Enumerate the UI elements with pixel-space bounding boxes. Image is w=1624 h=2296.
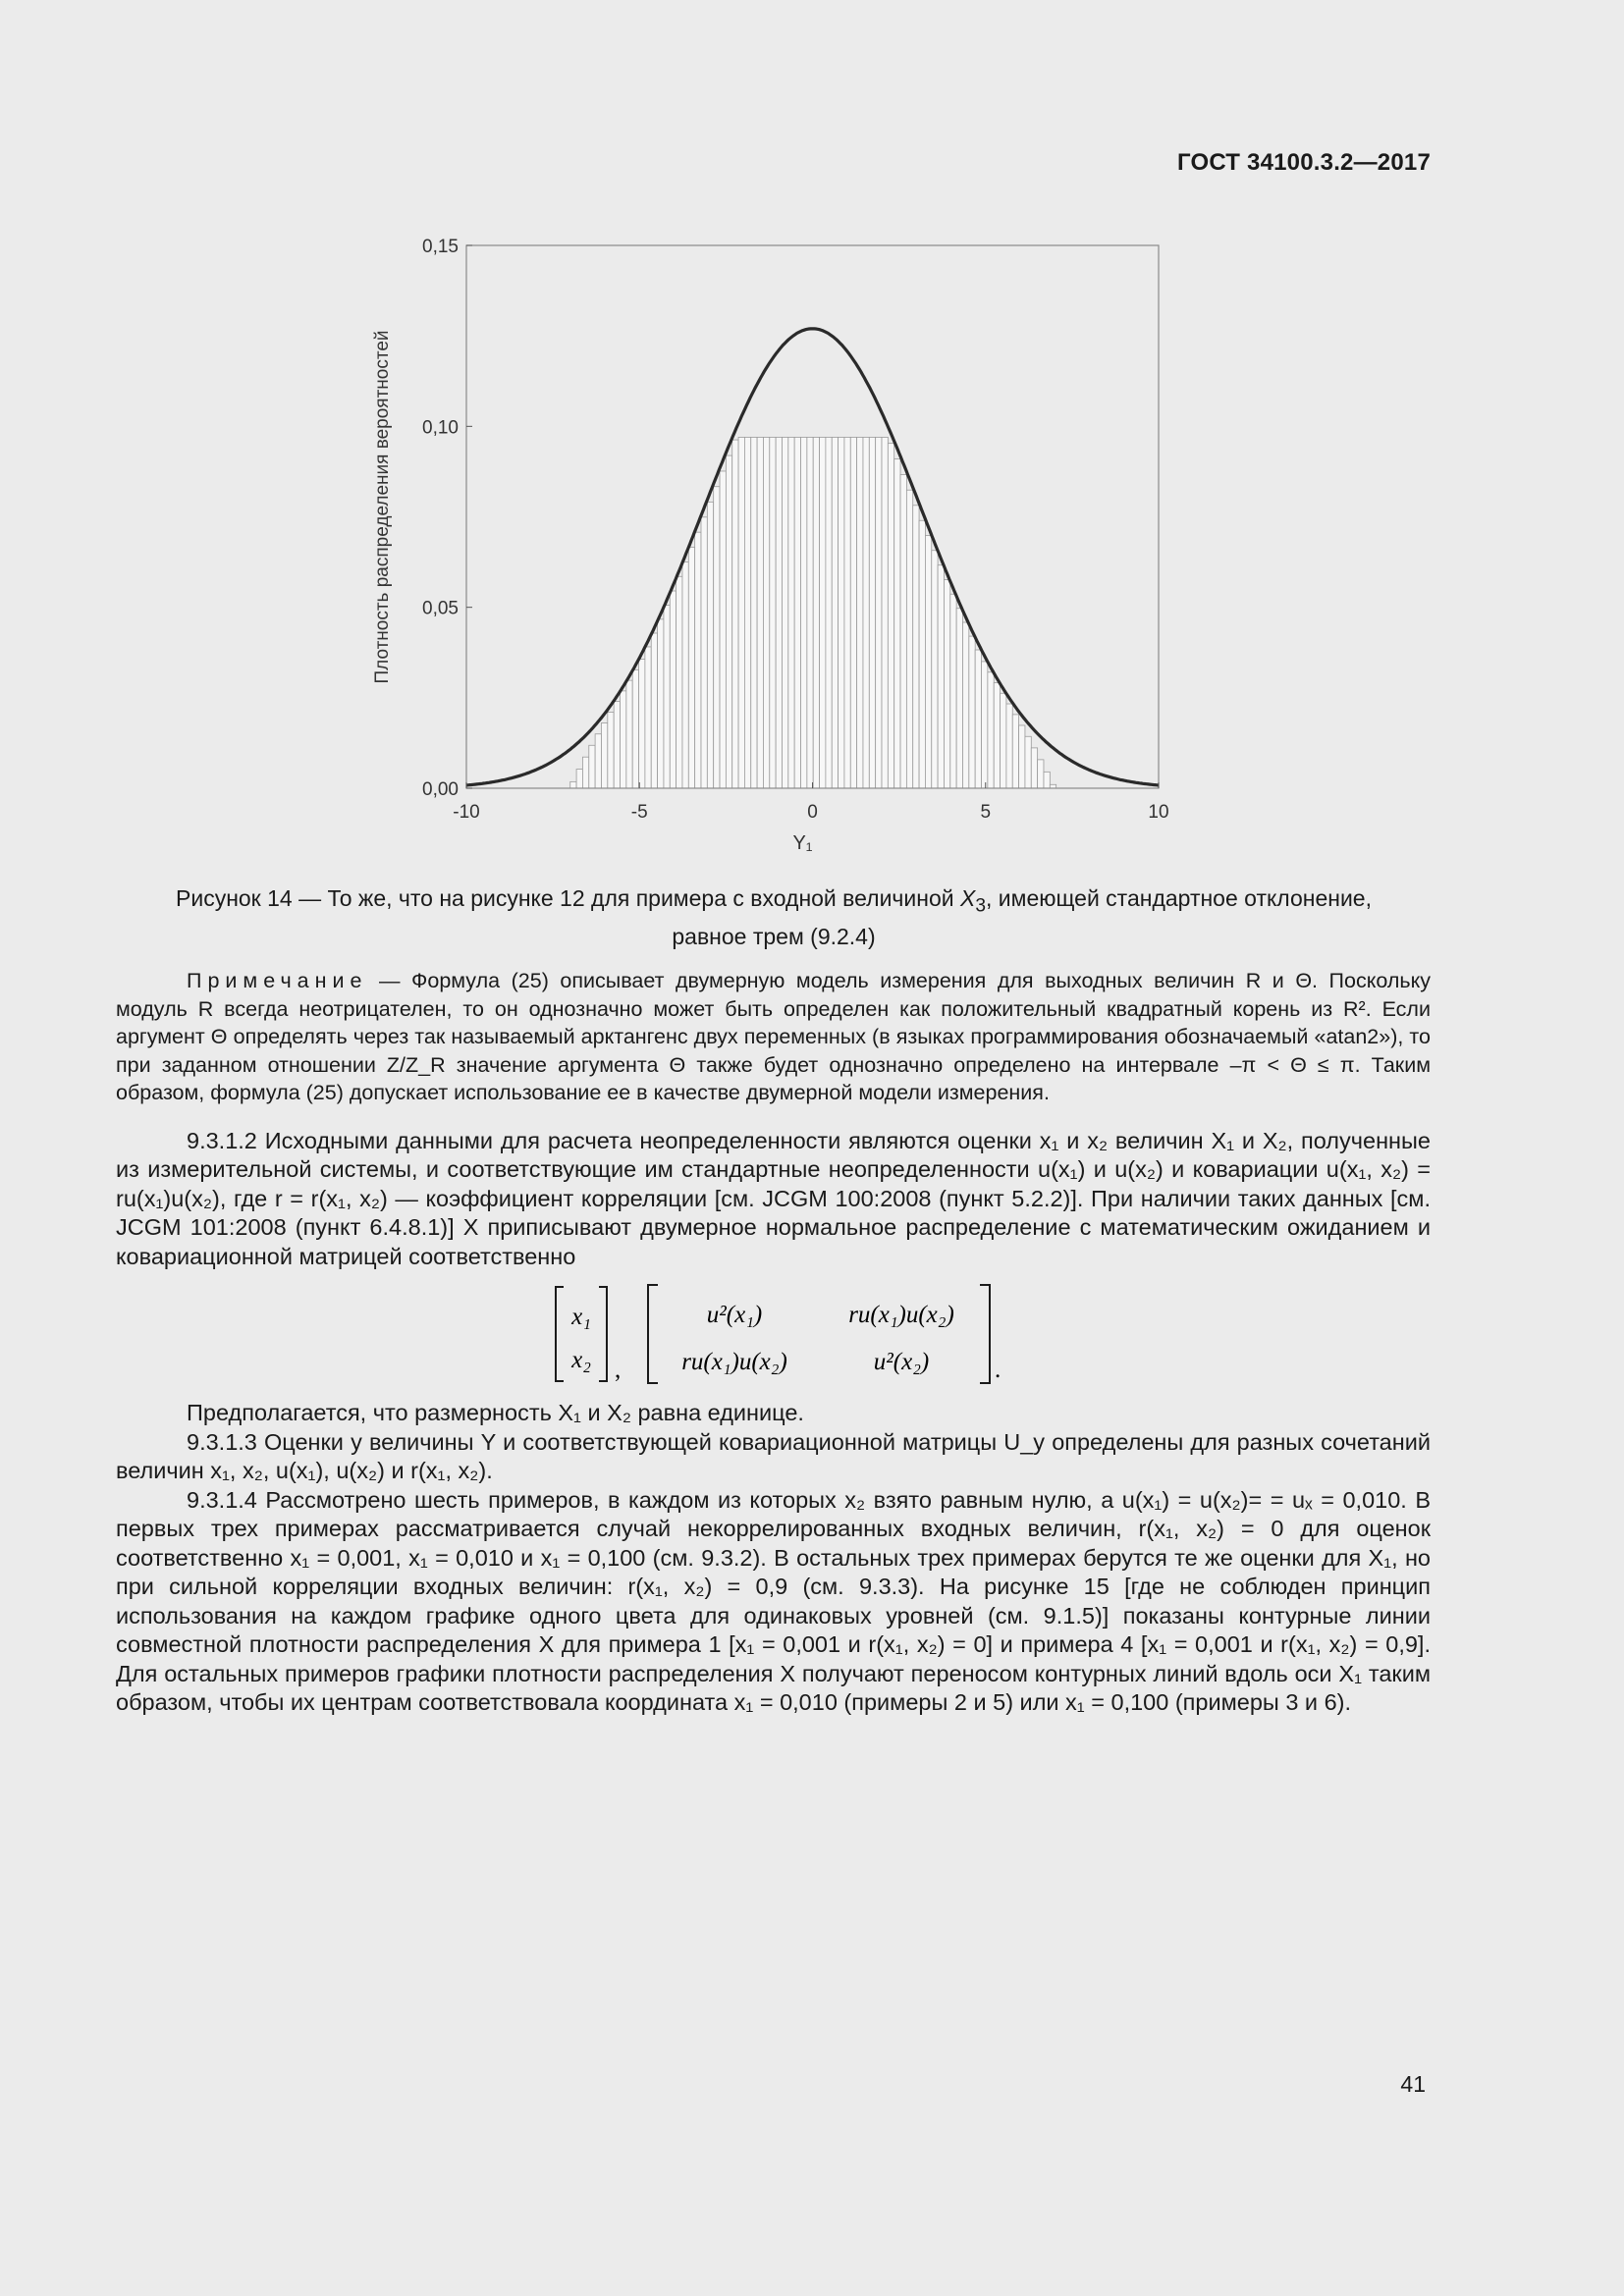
figure-caption [116,883,1432,952]
histogram-bar [863,437,869,788]
histogram-bar [882,437,888,788]
histogram-bar [839,437,844,788]
histogram-bar [720,471,726,788]
histogram-bar [651,633,657,788]
histogram-bar [962,622,968,788]
histogram-bar [950,594,956,788]
histogram-bar [738,437,744,788]
histogram-bar [726,455,731,788]
histogram-bar [658,619,664,788]
histogram-bar [1019,725,1025,788]
histogram-bar [601,722,607,788]
histogram-bar [744,437,750,788]
histogram-bar [714,487,720,788]
histogram-bar [1006,704,1012,788]
histogram-bar [664,606,670,788]
histogram-bar [969,636,975,788]
histogram-bar [932,551,938,788]
histogram-bar [988,672,994,788]
histogram-bar [621,691,626,788]
histogram-bar [944,580,949,788]
histogram-bar [770,437,776,788]
comma: , [615,1357,622,1383]
matrix-left-bracket [648,1285,658,1383]
histogram-bar [906,490,912,788]
vector-x2: x₂ [571,1347,591,1373]
histogram-bar [801,437,807,788]
histogram-bar [894,459,900,788]
histogram-bar [707,502,713,788]
histogram-bar [826,437,832,788]
histogram-bar [982,662,988,788]
period: . [995,1357,1001,1383]
histogram-bar [776,437,782,788]
note-paragraph [116,967,1431,1107]
x-tick-label: 0 [807,802,818,823]
histogram-bar [913,506,919,788]
histogram-bar [1044,772,1050,788]
histogram-bar [595,734,601,788]
note-label: Примечание [187,969,368,992]
histogram-bar [956,609,962,788]
histogram-bar [869,437,875,788]
x-tick-label: 10 [1148,802,1169,823]
histogram-bar [751,437,757,788]
histogram-bar [1031,748,1037,788]
histogram-bar [682,561,688,788]
histogram-bar [919,520,925,788]
histogram-bar [1025,736,1031,788]
x-tick-label: -10 [453,802,480,823]
caption-sub: 3 [975,895,986,917]
histogram-bar [850,437,856,788]
paragraph-9-3-1-4: 9.3.1.4 Рассмотрено шесть примеров, в каждом из которых x₂ взято равным нулю, а u(x₁) = u(x₂)= = uₓ = 0,010. В первых трех примерах рассматривается случай некоррелированных входных величин, r(x₁, x₂) = 0 для оценок соответственно x₁ = 0,001, x₁ = 0,010 и x₁ = 0,100 (см. 9.3.2). В остальных трех примерах берутся те же оценки для X₁, но при сильной корреляции входных величин: r(x₁, x₂) = 0,9 (см. 9.3.3). На рисунке 15 [где не соблюден принцип использования на каждом графике одного цвета для одинаковых уровней (см. 9.1.5)] показаны контурные линии совместной плотности распределения X для примера 1 [x₁ = 0,001 и r(x₁, x₂) = 0] и примера 4 [x₁ = 0,001 и r(x₁, x₂) = 0,9]. Для остальных примеров графики плотности распределения X получают переносом контурных линий вдоль оси X₁ таким образом, чтобы их центрам соответствовала координата x₁ = 0,010 (примеры 2 и 5) или x₁ = 0,100 (примеры 3 и 6). [116,1486,1431,1715]
histogram-bar [1038,760,1044,788]
vector-right-bracket [599,1287,607,1381]
y-tick-label: 0,05 [422,598,459,619]
vector-left-bracket [556,1287,564,1381]
document-header: ГОСТ 34100.3.2—2017 [1177,149,1431,176]
x-tick-label: -5 [630,802,648,823]
histogram-bar [608,712,614,788]
paragraph-9-3-1-3: 9.3.1.3 Оценки y величины Y и соответствующей ковариационной матрицы U_y определены для разных сочетаний величин x₁, x₂, u(x₁), u(x₂) и r(x₁, x₂). [116,1428,1431,1483]
histogram-bar [589,745,595,788]
probability-density-chart [353,221,1198,869]
matrix-m11: u²(x₁) [706,1302,763,1328]
histogram-bar [938,565,944,788]
figure-14 [353,221,1198,869]
histogram-bar [688,547,694,788]
histogram-bar [570,781,576,788]
caption-text-c: , имеющей стандартное отклонение, [986,885,1372,911]
histogram-bar [695,532,701,788]
y-tick-label: 0,00 [422,779,459,800]
page-number: 41 [1400,2071,1426,2097]
histogram-bar [794,437,800,788]
caption-var: X [960,885,976,911]
paragraph-9-3-1-2: 9.3.1.2 Исходными данными для расчета неопределенности являются оценки x₁ и x₂ величин X₁ и X₂, полученные из измерительной системы, и соответствующие им стандартные неопределенности u(x₁) и u(x₂) и ковариации u(x₁, x₂) = ru(x₁)u(x₂), где r = r(x₁, x₂) — коэффициент корреляции [см. JCGM 100:2008 (пункт 5.2.2)]. При наличии таких данных [см. JCGM 101:2008 (пункт 6.4.8.1)] X приписывают двумерное нормальное распределение с математическим ожиданием и ковариационной матрицей соответственно [116,1127,1431,1269]
y-axis-label: Плотность распределения вероятностей [372,330,393,684]
matrix-m22: u²(x₂) [873,1349,930,1375]
covariance-matrix-formula [116,1279,1431,1393]
matrix-m12: ru(x₁)u(x₂) [848,1302,954,1328]
histogram-bar [857,437,863,788]
histogram-bar [1012,715,1018,788]
histogram-bar [645,647,651,788]
vector-x1: x₁ [571,1304,591,1330]
x-tick-label: 5 [980,802,992,823]
histogram-bar [975,650,981,788]
body-text [116,967,1431,1718]
histogram-bar [788,437,794,788]
histogram-bar [670,591,676,788]
caption-text-a: Рисунок 14 — То же, что на рисунке 12 для примера с входной величиной [176,885,960,911]
histogram-bar [632,669,638,788]
y-tick-label: 0,10 [422,417,459,439]
histogram-bar [782,437,787,788]
histogram-bar [701,517,707,788]
histogram-bar [832,437,838,788]
histogram-bar [925,536,931,788]
matrix-svg [116,1279,1431,1393]
histogram-bar [876,437,882,788]
histogram-bar [888,444,893,788]
note-text: — Формула (25) описывает двумерную модель измерения для выходных величин R и Θ. Поскольку модуль R всегда неотрицателен, то он однозначно может быть определен как положительный квадратный корень из R². Если аргумент Θ определять через так называемый арктангенс двух переменных (в языках программирования обозначаемый «atan2»), то при заданном отношении Z/Z_R значение аргумента Θ также будет однозначно определено на интервале –π < Θ ≤ π. Таким образом, формула (25) допускает использование ее в качестве двумерной модели измерения. [116,969,1431,1104]
histogram-bar [757,437,763,788]
histogram-bar [582,757,588,788]
histogram-bar [677,576,682,788]
histogram-bar [732,440,738,788]
histogram-bar [844,437,850,788]
histogram-bar [763,437,769,788]
matrix-right-bracket [980,1285,990,1383]
matrix-m21: ru(x₁)u(x₂) [681,1349,787,1375]
histogram-bar [614,702,620,788]
histogram-bar [813,437,819,788]
x-axis-label: Y₁ [792,832,813,854]
histogram-bar [639,659,645,788]
y-tick-label: 0,15 [422,237,459,257]
histogram-bar [994,683,1000,788]
histogram-bar [626,680,632,788]
histogram-bar [900,474,906,788]
caption-line-2: равное трем (9.2.4) [672,923,876,949]
histogram-bar [1001,693,1006,788]
histogram-bar [576,770,582,788]
histogram-bar [820,437,826,788]
paragraph-dimension: Предполагается, что размерность X₁ и X₂ равна единице. [187,1400,804,1425]
histogram-bar [807,437,813,788]
